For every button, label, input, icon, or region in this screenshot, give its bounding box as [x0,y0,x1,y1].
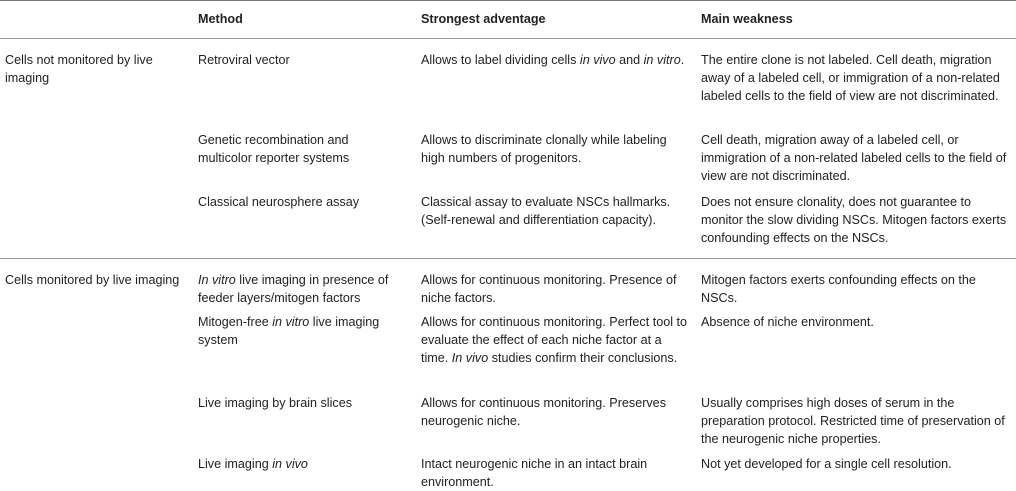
advantage-cell [421,313,691,367]
method-cell [198,394,398,412]
group-label: Cells not monitored by live imaging [5,53,153,85]
text-run: Retroviral vector [198,53,290,67]
weakness-cell [701,313,1011,331]
text-run: The entire clone is not labeled. Cell death, migration away of a labeled cell, or immigration of a non-related labeled cells to the field of view are not discriminated. [701,53,1000,103]
text-run: Does not ensure clonality, does not guarantee to monitor the slow dividing NSCs. Mitogen factors exerts confounding effects on the NSCs. [701,195,1007,245]
weakness-cell [701,394,1011,448]
header-advantage: Strongest adventage [421,12,546,26]
italic-text: in vitro [643,53,681,67]
text-run: live imaging in presence of feeder layers/mitogen factors [198,273,389,305]
advantage-cell [421,51,691,69]
text-run: Live imaging by brain slices [198,396,352,410]
text-run: Not yet developed for a single cell resolution. [701,457,952,471]
text-run: Allows to discriminate clonally while labeling high numbers of progenitors. [421,133,667,165]
weakness-cell [701,193,1011,247]
italic-text: In vitro [198,273,236,287]
text-run: Genetic recombination and multicolor reporter systems [198,133,350,165]
group-label: Cells monitored by live imaging [5,273,180,287]
advantage-cell [421,271,691,307]
text-run: Mitogen-free [198,315,273,329]
method-cell [198,131,398,167]
advantage-cell [421,394,691,430]
advantage-cell [421,131,691,167]
advantage-cell [421,455,691,491]
text-run: Intact neurogenic niche in an intact brain environment. [421,457,648,489]
text-run: and [615,53,644,67]
text-run: Allows for continuous monitoring. Presence of niche factors. [421,273,677,305]
header-rule [0,38,1016,39]
table-top-rule [0,0,1016,1]
italic-text: in vivo [579,53,616,67]
text-run: studies confirm their conclusions. [488,351,678,365]
text-run: Live imaging [198,457,273,471]
text-run: Allows for continuous monitoring. Perfect tool to evaluate the effect of each niche factor at a time. [421,315,687,365]
text-run: Usually comprises high doses of serum in the preparation protocol. Restricted time of preservation of the neurogenic niche properties. [701,396,1005,446]
italic-text: in vivo [272,457,308,471]
weakness-cell [701,131,1011,185]
text-run: Cell death, migration away of a labeled cell, or immigration of a non-related labeled cells to the field of view are not discriminated. [701,133,1007,183]
method-cell [198,271,398,307]
header-method: Method [198,12,243,26]
method-cell [198,455,398,473]
italic-text: in vitro [272,315,310,329]
text-run: Classical assay to evaluate NSCs hallmarks. (Self-renewal and differentiation capacity). [421,195,671,227]
weakness-cell [701,51,1011,105]
italic-text: In vivo [451,351,489,365]
text-run: Allows for continuous monitoring. Preserves neurogenic niche. [421,396,666,428]
text-run: . [680,53,685,67]
weakness-cell [701,455,1011,473]
method-cell [198,313,398,349]
text-run: Classical neurosphere assay [198,195,360,209]
header-weakness: Main weakness [701,12,793,26]
method-cell [198,193,398,211]
advantage-cell [421,193,691,229]
text-run: Absence of niche environment. [701,315,874,329]
text-run: Mitogen factors exerts confounding effects on the NSCs. [701,273,976,305]
method-cell [198,51,398,69]
text-run: Allows to label dividing cells [421,53,580,67]
text-run: live imaging system [198,315,380,347]
weakness-cell [701,271,1011,307]
group-rule [0,258,1016,259]
